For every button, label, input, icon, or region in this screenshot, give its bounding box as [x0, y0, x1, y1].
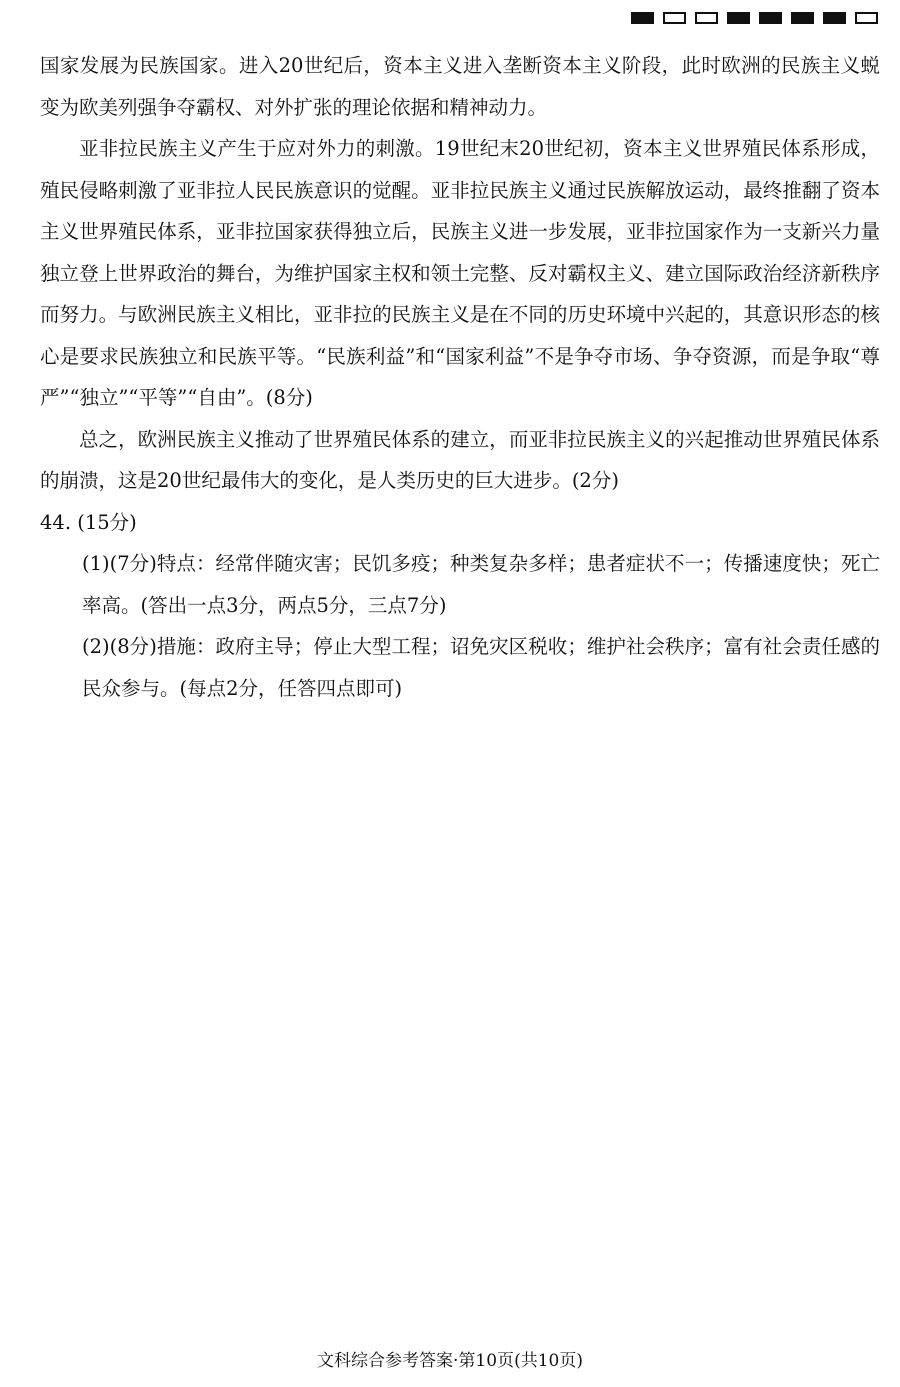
mark-filled — [791, 12, 814, 24]
question-44-part-2: (2)(8分)措施：政府主导；停止大型工程；诏免灾区税收；维护社会秩序；富有社会责任感的民众参与。(每点2分，任答四点即可) — [82, 635, 880, 700]
mark-filled — [727, 12, 750, 24]
mark-empty — [855, 12, 878, 24]
answer-content — [40, 45, 880, 709]
mark-empty — [663, 12, 686, 24]
corner-marks — [631, 12, 878, 24]
paragraph-continuation: 国家发展为民族国家。进入20世纪后，资本主义进入垄断资本主义阶段，此时欧洲的民族主义蜕变为欧美列强争夺霸权、对外扩张的理论依据和精神动力。 — [40, 54, 880, 119]
mark-filled — [631, 12, 654, 24]
mark-filled — [823, 12, 846, 24]
paragraph-asia-africa-latin-america: 亚非拉民族主义产生于应对外力的刺激。19世纪末20世纪初，资本主义世界殖民体系形成，殖民侵略刺激了亚非拉人民民族意识的觉醒。亚非拉民族主义通过民族解放运动，最终推翻了资本主义世界殖民体系，亚非拉国家获得独立后，民族主义进一步发展，亚非拉国家作为一支新兴力量独立登上世界政治的舞台，为维护国家主权和领土完整、反对霸权主义、建立国际政治经济新秩序而努力。与欧洲民族主义相比，亚非拉的民族主义是在不同的历史环境中兴起的，其意识形态的核心是要求民族独立和民族平等。“民族利益”和“国家利益”不是争夺市场、争夺资源，而是争取“尊严”“独立”“平等”“自由”。(8分) — [40, 137, 880, 409]
page-footer: 文科综合参考答案·第10页(共10页) — [317, 1351, 583, 1371]
mark-empty — [695, 12, 718, 24]
mark-filled — [759, 12, 782, 24]
paragraph-conclusion: 总之，欧洲民族主义推动了世界殖民体系的建立，而亚非拉民族主义的兴起推动世界殖民体系的崩溃，这是20世纪最伟大的变化，是人类历史的巨大进步。(2分) — [40, 427, 880, 492]
question-44-heading: 44. (15分) — [40, 510, 137, 534]
question-44-part-1: (1)(7分)特点：经常伴随灾害；民饥多疫；种类复杂多样；患者症状不一；传播速度快；死亡率高。(答出一点3分，两点5分，三点7分) — [82, 552, 880, 617]
